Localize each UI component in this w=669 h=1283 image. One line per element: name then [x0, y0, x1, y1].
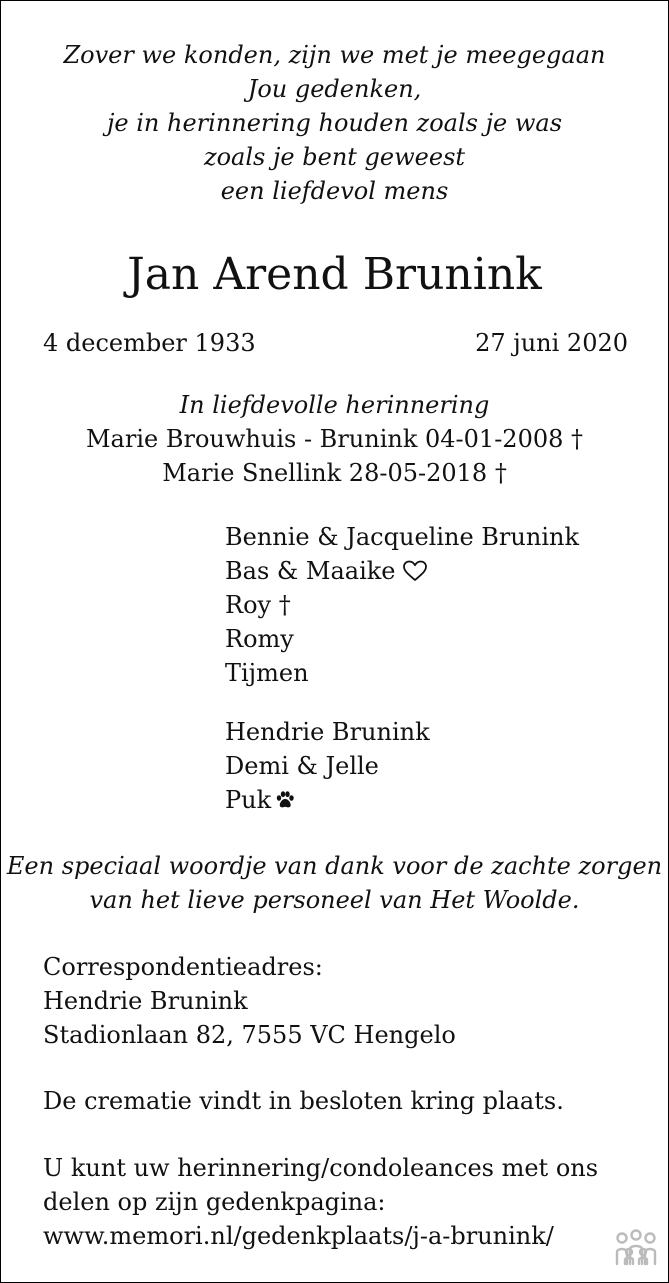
family-member: Demi & Jelle: [225, 752, 379, 780]
correspondence-line: Correspondentieadres:: [43, 953, 323, 981]
condolence-line: delen op zijn gedenkpagina:: [43, 1188, 386, 1216]
thanks-line: Een speciaal woordje van dank voor de zachte zorgen: [6, 852, 663, 880]
family-member-label: Bas & Maaike: [225, 557, 396, 585]
cremation-text: De crematie vindt in besloten kring plaats.: [43, 1087, 564, 1115]
poem-line: een liefdevol mens: [220, 177, 449, 205]
birth-date: 4 december 1933: [43, 329, 256, 357]
family-member: Hendrie Brunink: [225, 718, 430, 746]
poem-line: Jou gedenken,: [247, 75, 422, 103]
poem-line: je in herinnering houden zoals je was: [106, 109, 563, 137]
memory-heading: In liefdevolle herinnering: [179, 391, 490, 419]
thanks-line: van het lieve personeel van Het Woolde.: [89, 886, 580, 914]
family-member-bas-maaike: [225, 554, 428, 591]
family-member-puk: [225, 783, 295, 819]
family-member-label: Puk: [225, 786, 272, 814]
deceased-name: Jan Arend Brunink: [127, 249, 542, 300]
poem-line: Zover we konden, zijn we met je meegegaan: [63, 41, 606, 69]
correspondence-line: Stadionlaan 82, 7555 VC Hengelo: [43, 1021, 456, 1049]
death-date: 27 juni 2020: [475, 329, 628, 357]
condolence-link[interactable]: www.memori.nl/gedenkplaats/j-a-brunink/: [43, 1222, 554, 1250]
poem-line: zoals je bent geweest: [203, 143, 466, 171]
family-member: Roy †: [225, 591, 291, 619]
family-member: Bennie & Jacqueline Brunink: [225, 523, 579, 551]
memori-people-logo-icon: [613, 1228, 659, 1268]
memory-line: Marie Brouwhuis - Brunink 04-01-2008 †: [85, 425, 584, 453]
family-member: Tijmen: [225, 659, 309, 687]
family-member: Romy: [225, 625, 294, 653]
heart-outline-icon: [402, 557, 428, 591]
memory-line: Marie Snellink 28-05-2018 †: [162, 459, 507, 487]
correspondence-line: Hendrie Brunink: [43, 987, 248, 1015]
condolence-line: U kunt uw herinnering/condoleances met ons: [43, 1154, 599, 1182]
paw-print-icon: [275, 785, 295, 819]
